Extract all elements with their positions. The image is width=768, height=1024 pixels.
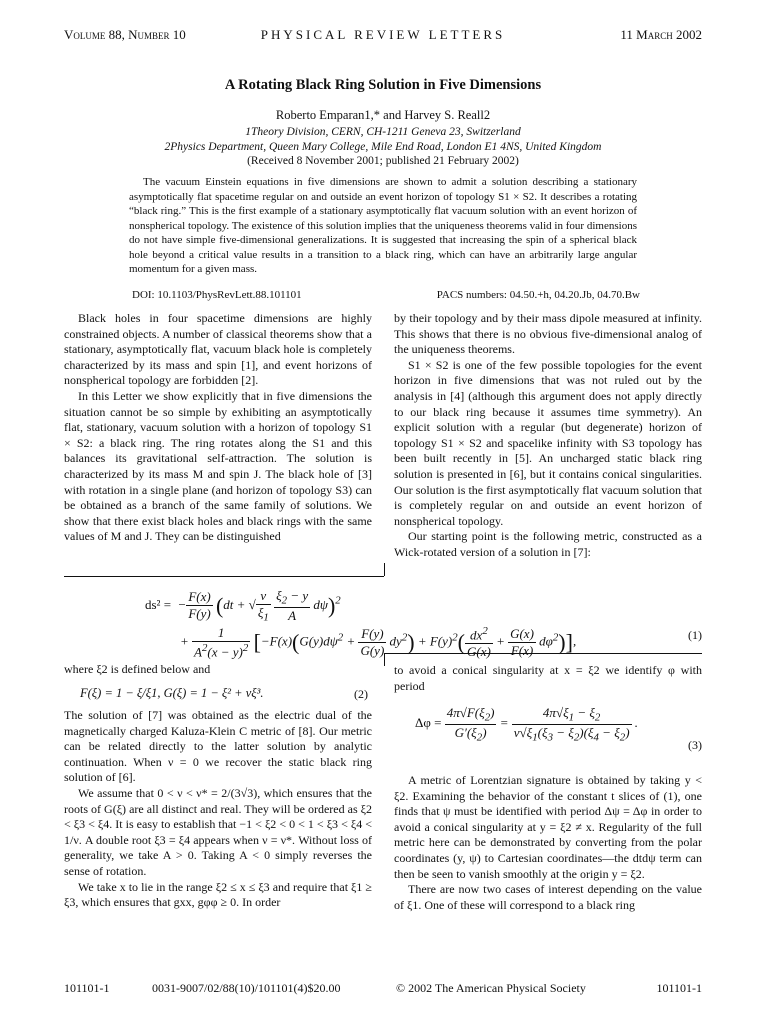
paragraph: Our starting point is the following metric, constructed as a Wick-rotated version of a solution in [7]: (394, 529, 702, 559)
equation-3-number: (3) (688, 738, 702, 752)
page-footer (64, 981, 702, 997)
paragraph: by their topology and by their mass dipole measured at infinity. This shows that there is no obvious five-dimensional analog of the uniqueness theorems. (394, 311, 702, 357)
paragraph: The solution of [7] was obtained as the electric dual of the magnetically charged Kaluza-Klein C metric of [8]. Our metric can be related directly to the latter solution by analytic continuation. When ν = 0 we recover the static black ring solution of [6]. (64, 708, 372, 785)
abstract: The vacuum Einstein equations in five dimensions are shown to admit a solution describing a stationary asymptotically flat spacetime regular on and outside an event horizon of topology S1 × S2. It describes a rotating “black ring.” This is the first example of a stationary asymptotically flat vacuum solution with an event horizon of nonspherical topology. The existence of this solution implies that the uniqueness theorems valid in four dimensions do not have simple five-dimensional generalizations. It is suggested that increasing the spin of a spherical black hole beyond a critical value results in a transition to a black ring, which can have an arbitrarily large angular momentum for a given mass. (129, 176, 637, 275)
conical-text: to avoid a conical singularity at x = ξ2 we identify φ with period (394, 663, 702, 693)
equation-1-number: (1) (688, 628, 702, 642)
paper-title: A Rotating Black Ring Solution in Five Dimensions (224, 77, 542, 93)
volume-number: Volume 88, Number 10 (64, 27, 186, 42)
equation-rule-top (64, 576, 384, 577)
author-list: Roberto Emparan1,* and Harvey S. Reall2 (275, 108, 491, 122)
paragraph: In this Letter we show explicitly that in five dimensions the situation cannot be so simple by exhibiting an asymptotically flat, stationary, vacuum solution with a horizon of topology S1 × S2: a black ring. The ring rotates along the S1 and this balances its gravitational self-attraction. The solution is characterized by its mass M and spin J. The black hole of [3] with rotation in a single plane (and horizon of topology S3) can be obtained as a branch of the same family of solutions. We show that there exist black holes and black rings with the same values of M and J. They can be distinguished (64, 388, 372, 544)
paragraph: We take x to lie in the range ξ2 ≤ x ≤ ξ3 and require that ξ1 ≥ ξ3, which ensures that gxx, gφφ ≥ 0. In order (64, 879, 372, 910)
affiliation-1: 1Theory Division, CERN, CH-1211 Geneva 23, Switzerland (245, 126, 521, 138)
right-column-top (394, 311, 702, 561)
paragraph: A metric of Lorentzian signature is obtained by taking y < ξ2. Examining the behavior of the constant t slices of (1), one finds that ψ must be identified with period Δψ = Δφ in order to avoid a conical singularity at y = ξ2 ≠ x. Regularity of the full metric here can be demonstrated by converting from the polar coordinates (y, ψ) to Cartesian coordinates—the dtdψ term can then be seen to vanish smoothly at the origin y = ξ2. (394, 773, 702, 881)
page-number-left: 101101-1 (64, 981, 110, 995)
column-rule (384, 653, 385, 666)
where-text: where ξ2 is defined below and (64, 662, 211, 676)
paragraph: Black holes in four spacetime dimensions are highly constrained objects. A number of classical theorems show that a stationary, asymptotically flat, vacuum black hole is completely characterized by its mass and spin [1], and event horizons of nonspherical topology are forbidden [2]. (64, 311, 372, 388)
affiliation-2: 2Physics Department, Queen Mary College, Mile End Road, London E1 4NS, United Kingdom (164, 141, 602, 153)
equation-1-line-2: + $\frac{1}{A^2(x - y)^2}$ [$-F(x)(G(y)d\psi^2$ + $\frac{F(y)}{G(y)}$ $dy^2) + F(y)^2$( $\frac{dx^2}{G(x)}$ + $\frac{G(x)}{F(x)}$ $d\varphi^2$)], (180, 625, 577, 660)
received-date: (Received 8 November 2001; published 21 February 2002) (247, 155, 519, 167)
left-column-top (64, 311, 372, 545)
left-column-bottom (64, 708, 372, 911)
column-rule (384, 563, 385, 576)
page-number-right: 101101-1 (656, 981, 702, 995)
issue-date: 11 March 2002 (620, 27, 702, 42)
article-code: 0031-9007/02/88(10)/101101(4)$20.00 (152, 981, 341, 995)
copyright-notice: © 2002 The American Physical Society (396, 981, 586, 995)
equation-1-line-1: ds² = − $\frac{F(x)}{F(y)}$ (dt + √ $\frac{\nu}{\xi_1}$ $\frac{\xi_2 - y}{A}$ dψ)$^2$ (145, 588, 341, 624)
paragraph: There are now two cases of interest depending on the value of ξ1. One of these will correspond to a black ring (394, 882, 702, 912)
equation-2-number: (2) (354, 687, 368, 701)
doi-link[interactable]: DOI: 10.1103/PhysRevLett.88.101101 (132, 289, 302, 301)
paragraph: S1 × S2 is one of the few possible topologies for the event horizon in five dimensions that was not ruled out by the analysis in [4] (although this argument does not apply directly to our black ring because it assumes time symmetry). An explicit solution with a regular (but degenerate) horizon of topology S1 × S2 and spacelike infinity with S3 topology has been built recently in [5]. An uncharged static black ring solution is presented in [6], but it contains conical singularities. Our solution is the first asymptotically flat vacuum solution that is completely regular on and outside an event horizon of nonspherical topology. (394, 357, 702, 528)
equation-rule-bottom (384, 653, 702, 654)
equation-3: Δφ = $\frac{4\pi√F(\xi_2)}{G'(\xi_2)}$ = $\frac{4\pi√\xi_1 - \xi_2}{\nu√\xi_1(\xi_3 - \xi_2)(\xi_4 - \xi_2)}$ . (415, 705, 639, 744)
journal-name: PHYSICAL REVIEW LETTERS (260, 27, 506, 42)
pacs-numbers: PACS numbers: 04.50.+h, 04.20.Jb, 04.70.Bw (436, 289, 640, 301)
paragraph: We assume that 0 < ν < ν* = 2/(3√3), which ensures that the roots of G(ξ) are all distinct and real. They will be ordered as ξ2 < ξ3 < ξ4. It is easy to establish that −1 < ξ2 < 0 < 1 < ξ3 < ξ4 < 1/ν. A double root ξ3 = ξ4 appears when ν = ν*. Without loss of generality, we take A > 0. Taking A < 0 simply reverses the sense of rotation. (64, 785, 372, 878)
running-header (64, 27, 702, 45)
equation-2: F(ξ) = 1 − ξ/ξ1, G(ξ) = 1 − ξ² + νξ³. (80, 686, 264, 700)
right-column-bottom (394, 773, 702, 913)
